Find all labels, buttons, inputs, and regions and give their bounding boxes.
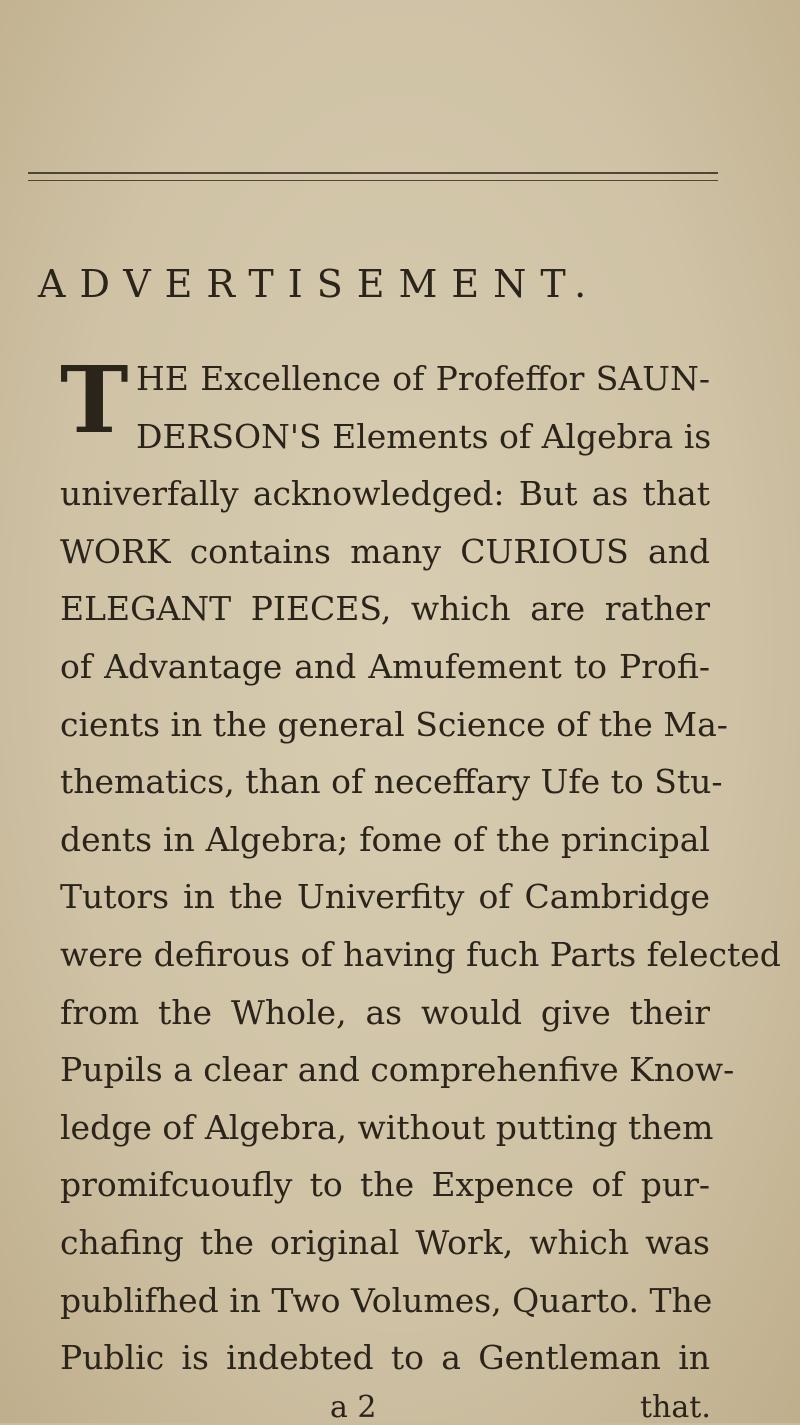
text-line: WORK contains many CURIOUS and (60, 531, 710, 571)
text-line: HE Excellence of Profeffor SAUN- (136, 359, 710, 398)
text-line: Public is indebted to a Gentleman in (60, 1338, 710, 1378)
page-heading: ADVERTISEMENT. (38, 262, 601, 306)
text-line: chafing the original Work, which was (60, 1222, 710, 1262)
text-line: univerfally acknowledged: But as that (60, 474, 710, 514)
text-line: ELEGANT PIECES, which are rather (60, 589, 710, 629)
text-line: from the Whole, as would give their (60, 992, 710, 1032)
top-rule (28, 172, 718, 181)
text-line: dents in Algebra; fome of the principal (60, 819, 710, 859)
text-line: ledge of Algebra, without putting them (60, 1107, 714, 1147)
drop-cap: T (60, 346, 129, 454)
text-line: promifcuoufly to the Expence of pur- (60, 1165, 710, 1205)
text-line: thematics, than of neceffary Ufe to Stu- (60, 762, 723, 802)
text-line: publifhed in Two Volumes, Quarto. The (60, 1280, 713, 1320)
text-line: cients in the general Science of the Ma- (60, 704, 728, 744)
text-line: DERSON'S Elements of Algebra is (136, 416, 712, 456)
text-line: were defirous of having fuch Parts felected (60, 934, 781, 974)
catchword: that. (640, 1390, 711, 1425)
signature-mark: a 2 (330, 1390, 377, 1425)
text-line: of Advantage and Amufement to Profi- (60, 646, 710, 686)
text-line: Pupils a clear and comprehenfive Know- (60, 1050, 735, 1090)
text-line: Tutors in the Univerfity of Cambridge (60, 877, 710, 917)
body-text (60, 346, 781, 1387)
